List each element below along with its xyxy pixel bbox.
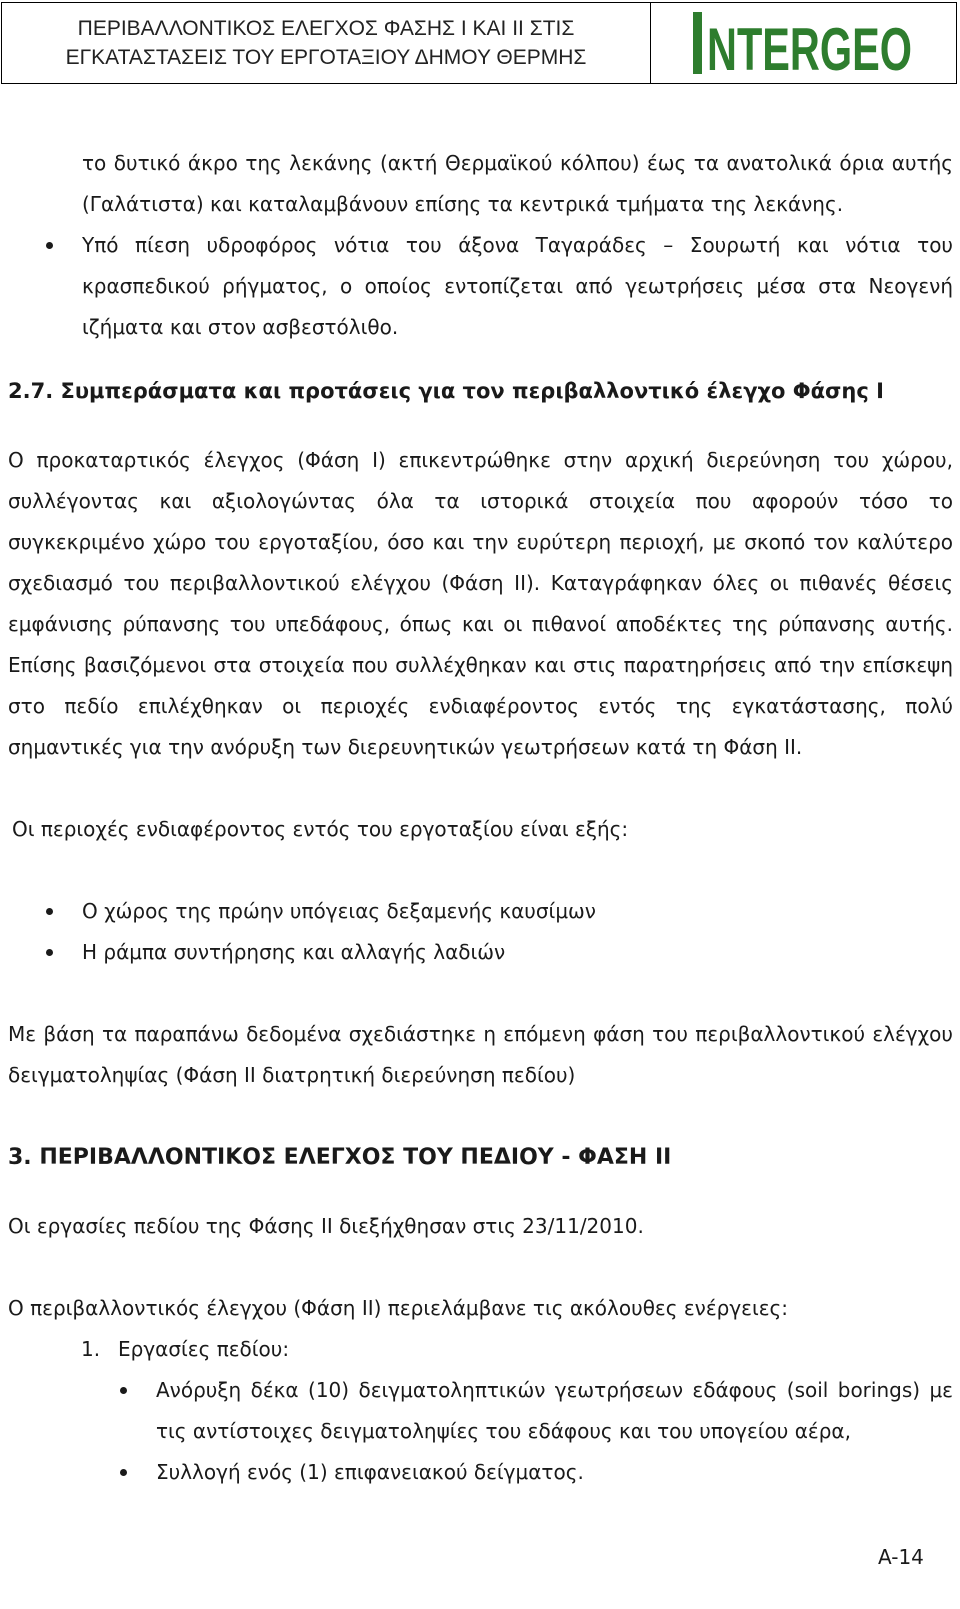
areas-intro: Οι περιοχές ενδιαφέροντος εντός του εργοταξίου είναι εξής: (12, 817, 629, 841)
bullet-icon (46, 242, 53, 249)
bullet-icon (46, 908, 53, 915)
areas-list (8, 891, 953, 973)
list-item (8, 1452, 953, 1493)
section-2-7-heading: 2.7. Συμπεράσματα και προτάσεις για τον περιβαλλοντικό έλεγχο Φάσης Ι (8, 379, 884, 403)
svg-text:NTERGEO: NTERGEO (706, 16, 912, 78)
intergeo-logo-mark (679, 8, 929, 78)
intergeo-logo (651, 3, 956, 83)
list-item (8, 891, 953, 932)
continuation-paragraph: το δυτικό άκρο της λεκάνης (ακτή Θερμαϊκού κόλπου) έως τα ανατολικά όρια αυτής (Γαλάτιστα) και καταλαμβάνουν επίσης τα κεντρικά τμήματα της λεκάνης. (82, 151, 953, 216)
item-number: 1. (81, 1337, 101, 1361)
sub-bullet-text: Ανόρυξη δέκα (10) δειγματοληπτικών γεωτρήσεων εδάφους (soil borings) με τις αντίστοιχες δειγματοληψίες του εδάφους και του υπογείου αέρα, (156, 1378, 953, 1443)
fieldwork-date-paragraph: Οι εργασίες πεδίου της Φάσης ΙΙ διεξήχθησαν στις 23/11/2010. (8, 1214, 644, 1238)
plan-paragraph: Με βάση τα παραπάνω δεδομένα σχεδιάστηκε η επόμενη φάση του περιβαλλοντικού ελέγχου δειγματοληψίας (Φάση ΙΙ διατρητική διερεύνηση πεδίου) (8, 1022, 953, 1087)
numbered-item-fieldwork (8, 1329, 953, 1370)
fieldwork-sub-list (8, 1370, 953, 1493)
header-title-line-1: ΠΕΡΙΒΑΛΛΟΝΤΙΚΟΣ ΕΛΕΓΧΟΣ ΦΑΣΗΣ Ι ΚΑΙ ΙΙ ΣΤΙΣ (77, 17, 575, 40)
aquifer-bullet-list (8, 225, 953, 348)
header-title-line-2: ΕΓΚΑΤΑΣΤΑΣΕΙΣ ΤΟΥ ΕΡΓΟΤΑΞΙΟΥ ΔΗΜΟΥ ΘΕΡΜΗΣ (65, 46, 587, 69)
sub-bullet-text: Συλλογή ενός (1) επιφανειακού δείγματος. (156, 1460, 584, 1484)
list-item (8, 1370, 953, 1452)
area-text: Ο χώρος της πρώην υπόγειας δεξαμενής καυσίμων (82, 899, 596, 923)
aquifer-bullet-text: Υπό πίεση υδροφόρος νότια του άξονα Ταγαράδες – Σουρωτή και νότια του κρασπεδικού ρήγματος, ο οποίος εντοπίζεται από γεωτρήσεις μέσα στα Νεογενή ιζήματα και στον ασβεστόλιθο. (82, 233, 953, 339)
page-number: A-14 (878, 1545, 924, 1569)
page-content (8, 143, 953, 1493)
list-item (8, 932, 953, 973)
page-header (1, 2, 957, 84)
list-item (8, 225, 953, 348)
activities-intro: Ο περιβαλλοντικός έλεγχου (Φάση ΙΙ) περιελάμβανε τις ακόλουθες ενέργειες: (8, 1296, 789, 1320)
phase-1-paragraph: Ο προκαταρτικός έλεγχος (Φάση Ι) επικεντρώθηκε στην αρχική διερεύνηση του χώρου, συλλέγοντας και αξιολογώντας όλα τα ιστορικά στοιχεία που αφορούν τόσο το συγκεκριμένο χώρο του εργοταξίου, όσο και την ευρύτερη περιοχή, με σκοπό τον καλύτερο σχεδιασμό του περιβαλλοντικού ελέγχου (Φάση ΙΙ). Καταγράφηκαν όλες οι πιθανές θέσεις εμφάνισης ρύπανσης του υπεδάφους, όπως και οι πιθανοί αποδέκτες της ρύπανσης αυτής. Επίσης βασιζόμενοι στα στοιχεία που συλλέχθηκαν και στις παρατηρήσεις από την επίσκεψη στο πεδίο επιλέχθηκαν οι περιοχές ενδιαφέροντος εντός της εγκατάστασης, πολύ σημαντικές για την ανόρυξη των διερευνητικών γεωτρήσεων κατά τη Φάση ΙΙ. (8, 448, 953, 759)
item-label: Εργασίες πεδίου: (118, 1337, 290, 1361)
bullet-icon (120, 1387, 127, 1394)
header-title (2, 3, 651, 83)
bullet-icon (46, 949, 53, 956)
area-text: Η ράμπα συντήρησης και αλλαγής λαδιών (82, 940, 506, 964)
bullet-icon (120, 1469, 127, 1476)
section-3-heading: 3. ΠΕΡΙΒΑΛΛΟΝΤΙΚΟΣ ΕΛΕΓΧΟΣ ΤΟΥ ΠΕΔΙΟΥ - ΦΑΣΗ ΙΙ (8, 1145, 672, 1170)
